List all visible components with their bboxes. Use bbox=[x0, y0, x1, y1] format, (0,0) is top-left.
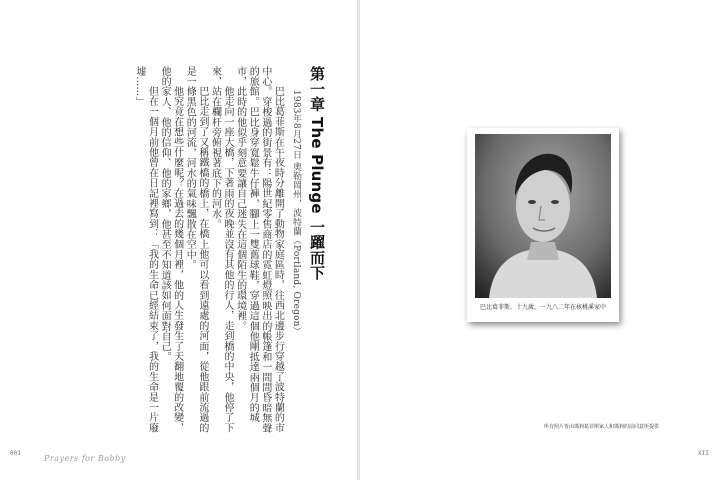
portrait-photo bbox=[475, 134, 611, 298]
page-number-right: XII bbox=[698, 450, 709, 457]
portrait-photo-frame bbox=[467, 128, 619, 322]
paragraph: 但在一個月前他曾在日記裡寫到：「我的生命已經結束了，我的生命是一片廢墟……」 bbox=[133, 66, 158, 433]
chapter-title: 第一章 The Plunge 一躍而下 bbox=[308, 66, 326, 280]
page-number-left: 001 bbox=[10, 450, 21, 457]
paragraph: 他走向一座大橋，下著雨的夜晚並沒有其他的行人，走到橋的中央，他停了下來，站在欄杆旁俯視著底下的河水。 bbox=[209, 66, 234, 433]
running-foot: Prayers for Bobby bbox=[44, 454, 126, 463]
right-page bbox=[360, 0, 720, 480]
chapter-subtitle: 1983年8月27日 奧勒岡州，波特蘭（Portland, Oregon） bbox=[291, 90, 301, 336]
paragraph: 巴比走到了又稱鐵橋的橋上，在橋上他可以看到遠處的河面，從他跟前流過的是一條黑色的河流，河水的氣味飄散在空中。 bbox=[184, 66, 208, 433]
chapter-text bbox=[40, 66, 328, 442]
left-page bbox=[0, 0, 358, 480]
paragraph: 他究竟在想些什麼呢？在過去的幾個月裡，他的人生發生了天翻地覆的改變，他的家人、他的信仰、他的家鄉，他甚至不知道該如何面對自己。 bbox=[159, 66, 183, 433]
paragraph: 巴比葛菲斯在午夜時分離開了動物家庭區時，往西北邊步行穿越了波特蘭的市中心。穿梭過的街景有：陽世紀零售商店的霓虹燈照映出的帳篷和一間間昏暗無聲的旅館。巴比身穿寬鬆牛仔褲，腳上一雙舊球鞋，穿過這個他剛抵達兩個月的城市，此時的他似乎刻意要讓自己迷失在這個陌生的環境裡。 bbox=[234, 66, 284, 434]
photo-credit: 所有照片皆由瑪莉葛菲斯家人和瑪莉的前同意所提供 bbox=[544, 424, 660, 430]
photo-caption: 巴比葛菲斯，十九歲，一九八二年在核桃溪家中 bbox=[479, 304, 606, 311]
